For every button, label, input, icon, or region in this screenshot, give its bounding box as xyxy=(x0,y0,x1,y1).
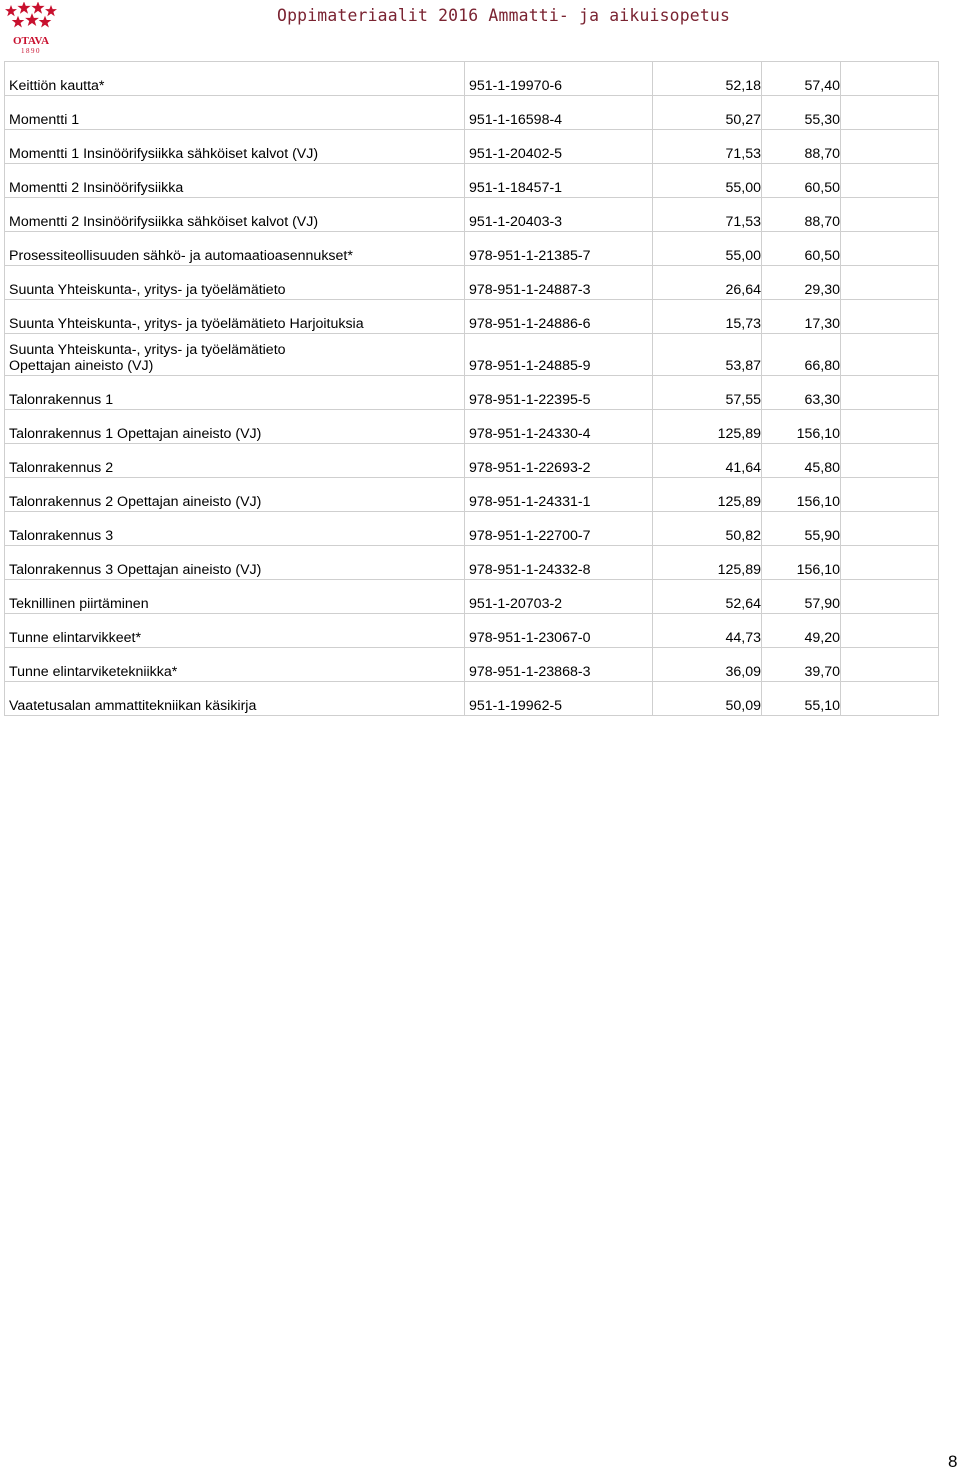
product-name: Prosessiteollisuuden sähkö- ja automaatioasennukset* xyxy=(9,248,353,264)
isbn-cell: 978-951-1-24331-1 xyxy=(465,478,653,512)
price-cell: 41,64 xyxy=(653,444,762,478)
price-cell: 52,64 xyxy=(653,580,762,614)
price-cell: 55,00 xyxy=(653,164,762,198)
price-cell: 36,09 xyxy=(653,648,762,682)
product-name: Talonrakennus 3 xyxy=(9,528,114,544)
table-row xyxy=(5,512,939,546)
empty-cell xyxy=(841,376,939,410)
product-name-cell xyxy=(5,62,465,96)
product-name: Keittiön kautta* xyxy=(9,78,105,94)
isbn-cell: 978-951-1-22395-5 xyxy=(465,376,653,410)
product-name: Talonrakennus 1 xyxy=(9,392,114,408)
empty-cell xyxy=(841,648,939,682)
isbn-cell: 951-1-20403-3 xyxy=(465,198,653,232)
table-row xyxy=(5,410,939,444)
empty-cell xyxy=(841,580,939,614)
price-vat-cell: 45,80 xyxy=(762,444,841,478)
table-row xyxy=(5,198,939,232)
price-cell: 15,73 xyxy=(653,300,762,334)
product-name-cell xyxy=(5,410,465,444)
product-name-cell xyxy=(5,478,465,512)
price-vat-cell: 156,10 xyxy=(762,478,841,512)
product-name-cell xyxy=(5,232,465,266)
price-cell: 55,00 xyxy=(653,232,762,266)
product-name: Momentti 2 Insinöörifysiikka sähköiset kalvot (VJ) xyxy=(9,214,319,230)
product-name: Momentti 2 Insinöörifysiikka xyxy=(9,180,184,196)
product-name-cell xyxy=(5,614,465,648)
product-name: Talonrakennus 2 xyxy=(9,460,114,476)
table-row xyxy=(5,444,939,478)
product-name: Momentti 1 xyxy=(9,112,80,128)
empty-cell xyxy=(841,682,939,716)
price-vat-cell: 55,30 xyxy=(762,96,841,130)
price-cell: 50,82 xyxy=(653,512,762,546)
isbn-cell: 951-1-19962-5 xyxy=(465,682,653,716)
product-name-cell xyxy=(5,512,465,546)
product-name: Momentti 1 Insinöörifysiikka sähköiset kalvot (VJ) xyxy=(9,146,319,162)
isbn-cell: 978-951-1-24887-3 xyxy=(465,266,653,300)
isbn-cell: 951-1-20703-2 xyxy=(465,580,653,614)
price-cell: 57,55 xyxy=(653,376,762,410)
table-row xyxy=(5,648,939,682)
price-vat-cell: 17,30 xyxy=(762,300,841,334)
table-row xyxy=(5,62,939,96)
isbn-cell: 978-951-1-24885-9 xyxy=(465,334,653,376)
product-name: Talonrakennus 3 Opettajan aineisto (VJ) xyxy=(9,562,262,578)
price-vat-cell: 57,40 xyxy=(762,62,841,96)
price-vat-cell: 55,10 xyxy=(762,682,841,716)
product-name-cell xyxy=(5,648,465,682)
isbn-cell: 978-951-1-24886-6 xyxy=(465,300,653,334)
price-vat-cell: 66,80 xyxy=(762,334,841,376)
empty-cell xyxy=(841,546,939,580)
empty-cell xyxy=(841,164,939,198)
isbn-cell: 978-951-1-24330-4 xyxy=(465,410,653,444)
empty-cell xyxy=(841,300,939,334)
isbn-cell: 978-951-1-21385-7 xyxy=(465,232,653,266)
product-name: Suunta Yhteiskunta-, yritys- ja työelämätieto xyxy=(9,282,286,298)
product-name-cell xyxy=(5,300,465,334)
empty-cell xyxy=(841,232,939,266)
price-vat-cell: 57,90 xyxy=(762,580,841,614)
price-cell: 44,73 xyxy=(653,614,762,648)
product-name-cell xyxy=(5,580,465,614)
table-row xyxy=(5,96,939,130)
empty-cell xyxy=(841,614,939,648)
empty-cell xyxy=(841,444,939,478)
product-name: Suunta Yhteiskunta-, yritys- ja työelämätieto xyxy=(9,342,286,358)
price-cell: 125,89 xyxy=(653,478,762,512)
isbn-cell: 978-951-1-24332-8 xyxy=(465,546,653,580)
otava-logo xyxy=(2,2,60,56)
table-row xyxy=(5,334,939,376)
price-cell: 125,89 xyxy=(653,410,762,444)
page-number: 8 xyxy=(948,1452,958,1471)
price-vat-cell: 55,90 xyxy=(762,512,841,546)
product-name: Tunne elintarviketekniikka* xyxy=(9,664,178,680)
empty-cell xyxy=(841,130,939,164)
price-vat-cell: 156,10 xyxy=(762,546,841,580)
table-row xyxy=(5,130,939,164)
product-name-cell xyxy=(5,334,465,376)
table-row xyxy=(5,232,939,266)
isbn-cell: 978-951-1-22693-2 xyxy=(465,444,653,478)
product-name: Talonrakennus 1 Opettajan aineisto (VJ) xyxy=(9,426,262,442)
product-name-cell xyxy=(5,96,465,130)
table-row xyxy=(5,266,939,300)
price-vat-cell: 60,50 xyxy=(762,164,841,198)
empty-cell xyxy=(841,96,939,130)
empty-cell xyxy=(841,62,939,96)
price-cell: 26,64 xyxy=(653,266,762,300)
product-name: Teknillinen piirtäminen xyxy=(9,596,149,612)
price-vat-cell: 29,30 xyxy=(762,266,841,300)
empty-cell xyxy=(841,410,939,444)
price-vat-cell: 63,30 xyxy=(762,376,841,410)
price-vat-cell: 88,70 xyxy=(762,198,841,232)
logo-text: OTAVA xyxy=(12,35,50,47)
product-name-cell xyxy=(5,546,465,580)
isbn-cell: 978-951-1-22700-7 xyxy=(465,512,653,546)
isbn-cell: 951-1-16598-4 xyxy=(465,96,653,130)
isbn-cell: 978-951-1-23067-0 xyxy=(465,614,653,648)
isbn-cell: 951-1-18457-1 xyxy=(465,164,653,198)
empty-cell xyxy=(841,266,939,300)
product-name: Suunta Yhteiskunta-, yritys- ja työelämätieto Harjoituksia xyxy=(9,316,364,332)
price-cell: 71,53 xyxy=(653,198,762,232)
product-name-cell xyxy=(5,198,465,232)
price-table-body xyxy=(5,62,939,716)
product-name: Vaatetusalan ammattitekniikan käsikirja xyxy=(9,698,257,714)
table-row xyxy=(5,580,939,614)
product-name: Tunne elintarvikkeet* xyxy=(9,630,141,646)
table-row xyxy=(5,546,939,580)
empty-cell xyxy=(841,198,939,232)
table-row xyxy=(5,478,939,512)
isbn-cell: 978-951-1-23868-3 xyxy=(465,648,653,682)
price-cell: 52,18 xyxy=(653,62,762,96)
empty-cell xyxy=(841,512,939,546)
price-cell: 53,87 xyxy=(653,334,762,376)
page-title: Oppimateriaalit 2016 Ammatti- ja aikuisopetus xyxy=(277,6,731,25)
table-row xyxy=(5,376,939,410)
isbn-cell: 951-1-19970-6 xyxy=(465,62,653,96)
table-row xyxy=(5,682,939,716)
price-vat-cell: 156,10 xyxy=(762,410,841,444)
price-cell: 50,27 xyxy=(653,96,762,130)
table-row xyxy=(5,164,939,198)
price-table xyxy=(4,61,939,716)
price-vat-cell: 60,50 xyxy=(762,232,841,266)
product-name-cell xyxy=(5,682,465,716)
product-name-cell xyxy=(5,376,465,410)
table-row xyxy=(5,300,939,334)
price-cell: 125,89 xyxy=(653,546,762,580)
product-name: Opettajan aineisto (VJ) xyxy=(9,358,154,374)
price-vat-cell: 39,70 xyxy=(762,648,841,682)
empty-cell xyxy=(841,478,939,512)
product-name-cell xyxy=(5,164,465,198)
price-vat-cell: 88,70 xyxy=(762,130,841,164)
isbn-cell: 951-1-20402-5 xyxy=(465,130,653,164)
table-row xyxy=(5,614,939,648)
empty-cell xyxy=(841,334,939,376)
product-name-cell xyxy=(5,266,465,300)
price-cell: 50,09 xyxy=(653,682,762,716)
price-cell: 71,53 xyxy=(653,130,762,164)
product-name-cell xyxy=(5,130,465,164)
logo-year: 1890 xyxy=(21,47,41,55)
product-name: Talonrakennus 2 Opettajan aineisto (VJ) xyxy=(9,494,262,510)
price-vat-cell: 49,20 xyxy=(762,614,841,648)
product-name-cell xyxy=(5,444,465,478)
